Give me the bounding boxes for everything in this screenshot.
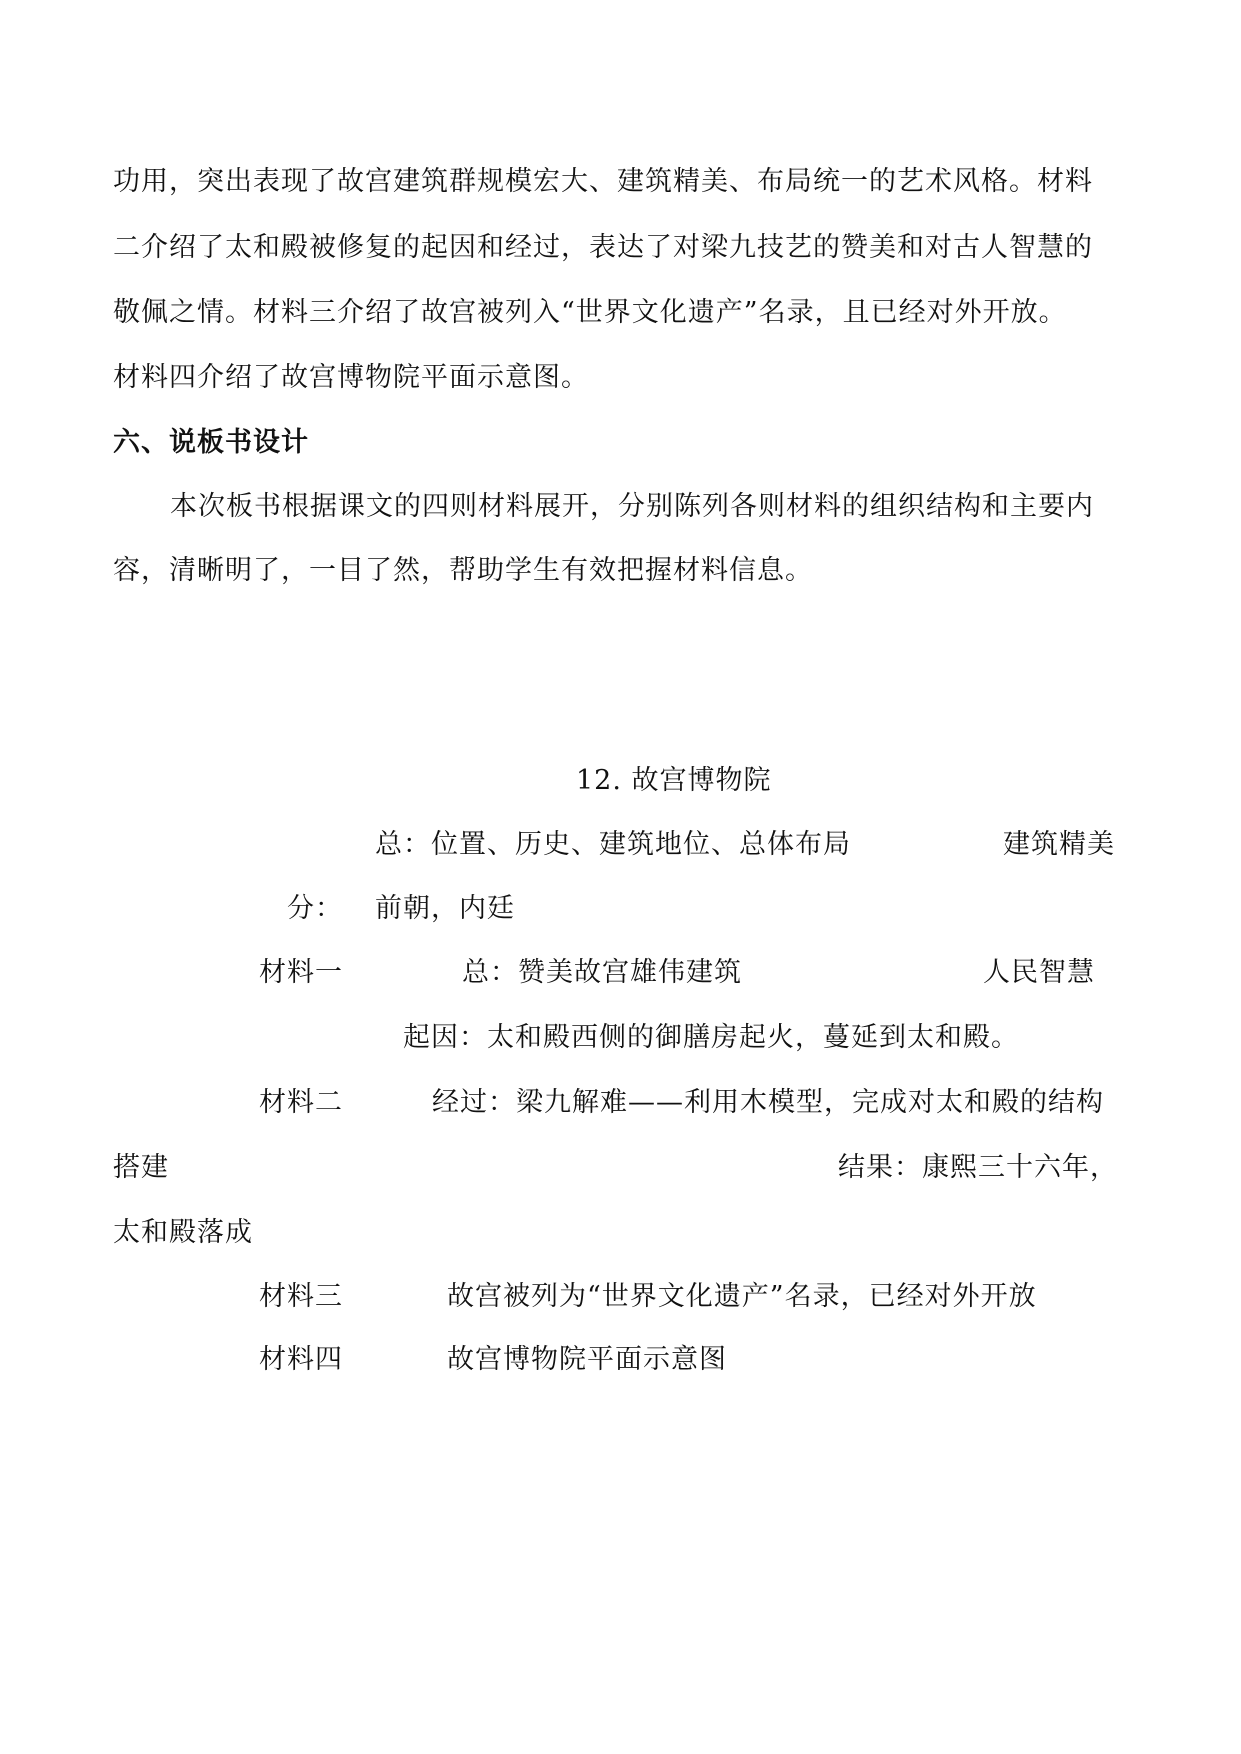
board-material-1-text: 总：赞美故宫雄伟建筑 bbox=[462, 957, 742, 988]
board-material-2-label: 材料二 bbox=[259, 1087, 343, 1118]
paragraph-line-2: 二介绍了太和殿被修复的起因和经过，表达了对梁九技艺的赞美和对古人智慧的 bbox=[113, 232, 1093, 263]
board-title: 12. 故宫博物院 bbox=[576, 765, 772, 796]
board-fen-text: 前朝，内廷 bbox=[375, 893, 515, 924]
paragraph-line-1: 功用，突出表现了故宫建筑群规模宏大、建筑精美、布局统一的艺术风格。材料 bbox=[113, 166, 1093, 197]
section-heading: 六、说板书设计 bbox=[113, 427, 309, 458]
board-zong-line: 总：位置、历史、建筑地位、总体布局 bbox=[375, 829, 851, 860]
board-zong-right: 建筑精美 bbox=[1003, 829, 1115, 860]
board-material-1-label: 材料一 bbox=[259, 957, 343, 988]
board-material-1-right: 人民智慧 bbox=[983, 957, 1095, 988]
board-material-3-label: 材料三 bbox=[259, 1281, 343, 1312]
board-material-2-process: 经过：梁九解难——利用木模型，完成对太和殿的结构 bbox=[432, 1087, 1104, 1118]
board-material-4-text: 故宫博物院平面示意图 bbox=[447, 1344, 727, 1375]
paragraph-line-3: 敬佩之情。材料三介绍了故宫被列入“世界文化遗产”名录，且已经对外开放。 bbox=[113, 297, 1067, 328]
board-material-2-result-cont: 太和殿落成 bbox=[113, 1217, 253, 1248]
board-material-3-text: 故宫被列为“世界文化遗产”名录，已经对外开放 bbox=[447, 1281, 1037, 1312]
board-material-2-process-cont: 搭建 bbox=[113, 1152, 169, 1183]
board-material-2-result: 结果：康熙三十六年， bbox=[838, 1152, 1118, 1183]
board-fen-label: 分： bbox=[287, 893, 343, 924]
board-material-2-cause: 起因：太和殿西侧的御膳房起火，蔓延到太和殿。 bbox=[403, 1022, 1019, 1053]
board-material-4-label: 材料四 bbox=[259, 1344, 343, 1375]
section-text-line-2: 容，清晰明了，一目了然，帮助学生有效把握材料信息。 bbox=[113, 555, 813, 586]
paragraph-line-4: 材料四介绍了故宫博物院平面示意图。 bbox=[113, 362, 589, 393]
section-text-line-1: 本次板书根据课文的四则材料展开，分别陈列各则材料的组织结构和主要内 bbox=[170, 491, 1094, 522]
